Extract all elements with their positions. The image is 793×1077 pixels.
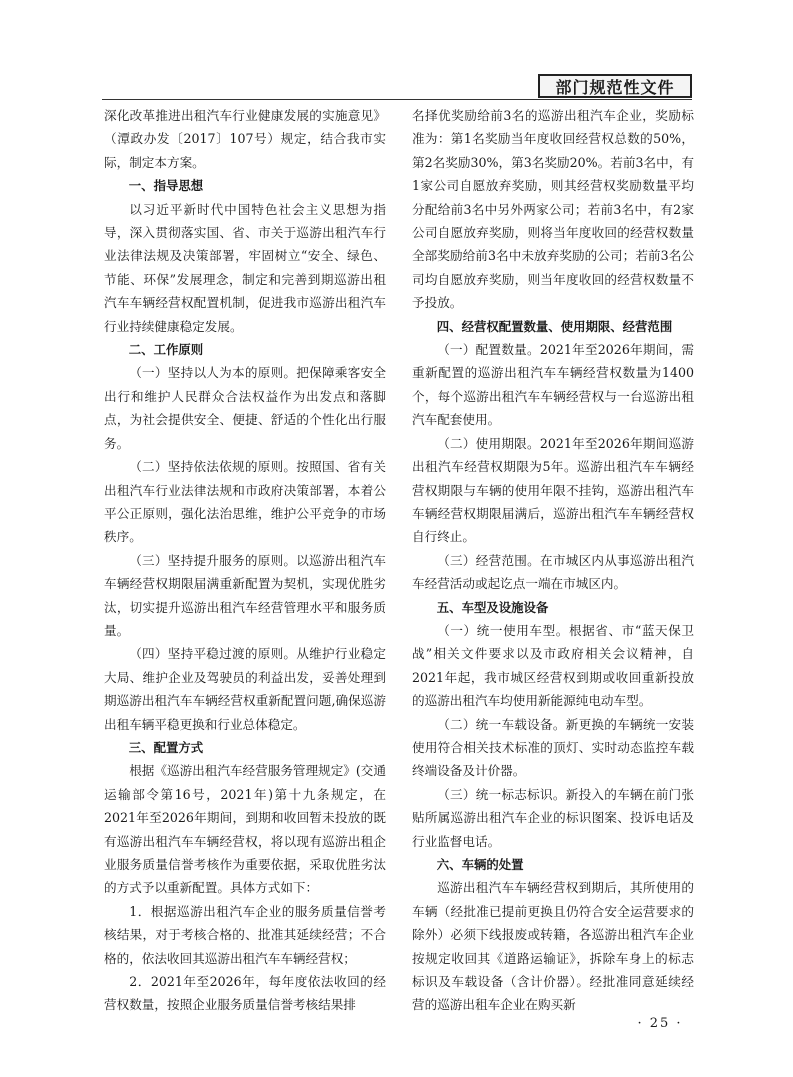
body-paragraph: 深化改革推进出租汽车行业健康发展的实施意见》（潭政办发〔2017〕107号）规定，结合我市实际，制定本方案。: [104, 108, 386, 170]
left-text-column: [104, 104, 386, 1017]
right-text-column: [412, 104, 694, 1017]
body-paragraph: 1．根据巡游出租汽车企业的服务质量信誉考核结果，对于考核合格的、批准其延续经营；不合格的，依法收回其巡游出租汽车车辆经营权；: [104, 903, 386, 966]
body-paragraph: 以习近平新时代中国特色社会主义思想为指导，深入贯彻落实国、省、市关于巡游出租汽车行业法律法规及决策部署，牢固树立“安全、绿色、节能、环保”发展理念，制定和完善到期巡游出租汽车车辆经营权配置机制，促进我市巡游出租汽车行业持续健康稳定发展。: [104, 201, 386, 334]
section-heading: 六、车辆的处置: [436, 857, 524, 872]
body-paragraph: （三）经营范围。在市城区内从事巡游出租汽车经营活动或起讫点一端在市城区内。: [412, 552, 694, 592]
body-paragraph: （二）使用期限。2021年至2026年期间巡游出租汽车经营权期限为5年。巡游出租汽车车辆经营权期限与车辆的使用年限不挂钩，巡游出租汽车车辆经营权期限届满后，巡游出租汽车车辆经营权自行终止。: [412, 435, 694, 545]
body-paragraph: （二）坚持依法依规的原则。按照国、省有关出租汽车行业法律法规和市政府决策部署，本着公平公正原则，强化法治思维，维护公平竞争的市场秩序。: [104, 459, 386, 545]
section-heading: 一、指导思想: [128, 178, 204, 194]
section-heading: 三、配置方式: [128, 739, 204, 755]
section-heading: 四、经营权配置数量、使用期限、经营范围: [436, 318, 673, 334]
body-paragraph: （一）统一使用车型。根据省、市“蓝天保卫战”相关文件要求以及市政府相关会议精神，自2021年起，我市城区经营权到期或收回重新投放的巡游出租汽车均使用新能源纯电动车型。: [412, 622, 694, 709]
body-paragraph: 名择优奖励给前3名的巡游出租汽车企业，奖励标准为：第1名奖励当年度收回经营权总数的50%，第2名奖励30%，第3名奖励20%。若前3名中，有1家公司自愿放弃奖励，则其经营权奖励数量平均分配给前3名中另外两家公司；若前3名中，有2家公司自愿放弃奖励，则将当年度收回的经营权数量全部奖励给前3名中未放弃奖励的公司；若前3名公司均自愿放弃奖励，则当年度收回的经营权数量不予投放。: [412, 108, 694, 311]
page-number: · 25 ·: [637, 1016, 683, 1031]
section-heading: 二、工作原则: [128, 342, 204, 358]
body-paragraph: （三）统一标志标识。新投入的车辆在前门张贴所属巡游出租汽车企业的标识图案、投诉电话及行业监督电话。: [412, 786, 694, 849]
header-divider: [102, 99, 692, 100]
body-paragraph: （三）坚持提升服务的原则。以巡游出租汽车车辆经营权期限届满重新配置为契机，实现优胜劣汰，切实提升巡游出租汽车经营管理水平和服务质量。: [104, 552, 386, 638]
section-header-tag: 部门规范性文件: [538, 74, 692, 98]
body-paragraph: 巡游出租汽车车辆经营权到期后，其所使用的车辆（经批准已提前更换且仍符合安全运营要求的除外）必须下线报废或转籍，各巡游出租汽车企业按规定收回其《道路运输证》，拆除车身上的标志标识及车载设备（含计价器）。经批准同意延续经营的巡游出租车企业在购买新: [412, 880, 694, 1013]
section-heading: 五、车型及设施设备: [436, 599, 549, 615]
body-paragraph: 根据《巡游出租汽车经营服务管理规定》(交通运输部令第16号，2021年)第十九条规定，在2021年至2026年期间，到期和收回暂未投放的既有巡游出租汽车车辆经营权，将以现有巡游出租企业服务质量信誉考核作为重要依据，采取优胜劣汰的方式予以重新配置。具体方式如下：: [104, 763, 386, 896]
body-paragraph: （二）统一车载设备。新更换的车辆统一安装使用符合相关技术标准的顶灯、实时动态监控车载终端设备及计价器。: [412, 716, 694, 779]
body-paragraph: 2．2021年至2026年，每年度依法收回的经营权数量，按照企业服务质量信誉考核结果排: [104, 974, 386, 1013]
body-paragraph: （一）坚持以人为本的原则。把保障乘客安全出行和维护人民群众合法权益作为出发点和落脚点，为社会提供安全、便捷、舒适的个性化出行服务。: [104, 365, 386, 451]
body-paragraph: （一）配置数量。2021年至2026年期间，需重新配置的巡游出租汽车车辆经营权数量为1400个，每个巡游出租汽车车辆经营权与一台巡游出租汽车配套使用。: [412, 342, 694, 428]
body-paragraph: （四）坚持平稳过渡的原则。从维护行业稳定大局、维护企业及驾驶员的利益出发，妥善处理到期巡游出租汽车车辆经营权重新配置问题,确保巡游出租车辆平稳更换和行业总体稳定。: [104, 646, 386, 732]
